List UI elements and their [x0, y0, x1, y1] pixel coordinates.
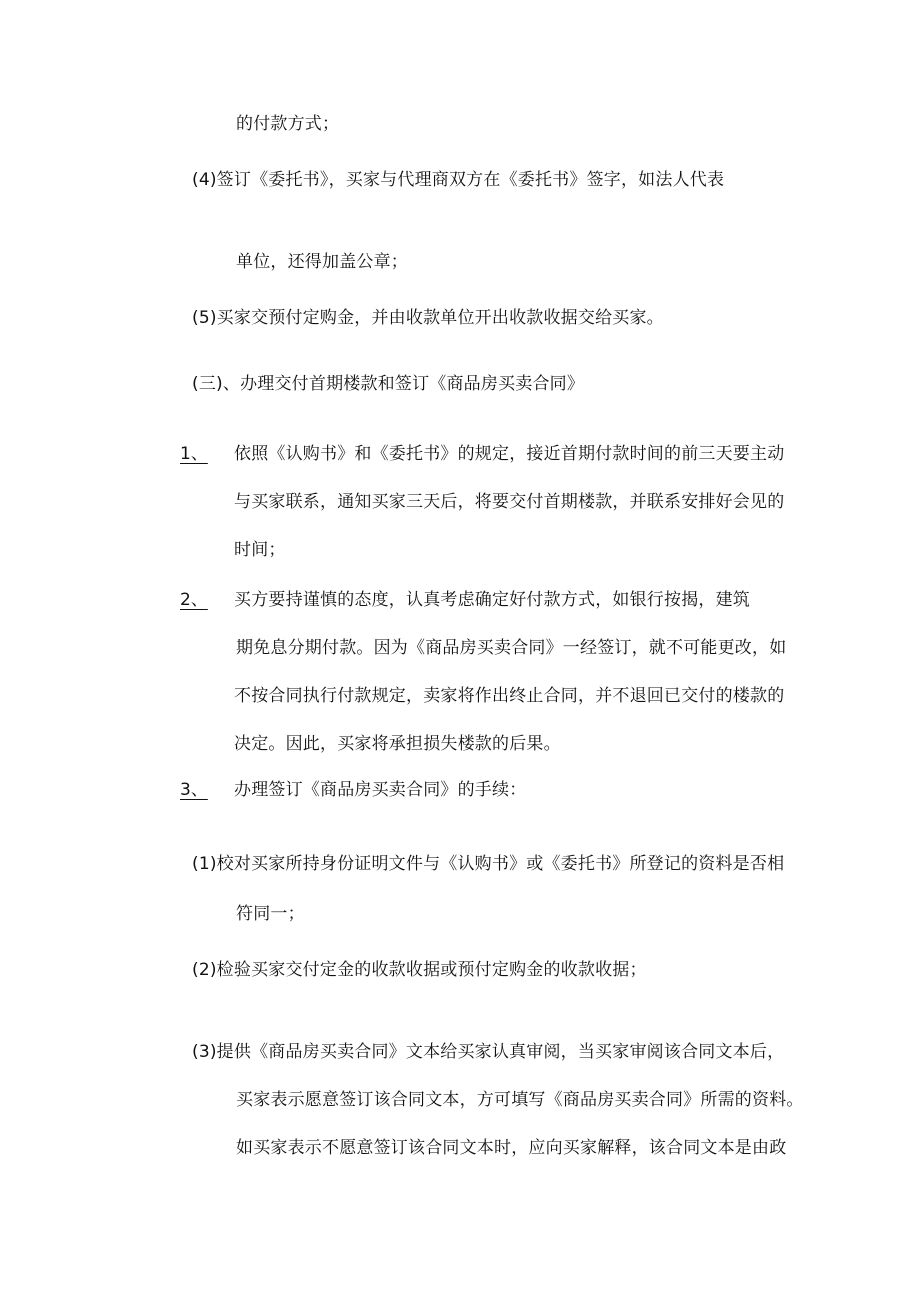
text-line: 买方要持谨慎的态度，认真考虑确定好付款方式，如银行按揭，建筑 — [234, 590, 750, 610]
item-number-3: 3、 — [180, 780, 208, 800]
list-item-2: (2)检验买家交付定金的收款收据或预付定购金的收款收据； — [192, 960, 647, 980]
text-line: 的付款方式； — [236, 114, 340, 134]
text-line: 如买家表示不愿意签订该合同文本时，应向买家解释，该合同文本是由政 — [236, 1138, 787, 1158]
list-item-3: (3)提供《商品房买卖合同》文本给买家认真审阅，当买家审阅该合同文本后， — [192, 1042, 785, 1062]
list-item-5: (5)买家交预付定购金，并由收款单位开出收款收据交给买家。 — [192, 308, 664, 328]
text-line: 依照《认购书》和《委托书》的规定，接近首期付款时间的前三天要主动 — [234, 444, 785, 464]
text-line: 不按合同执行付款规定，卖家将作出终止合同，并不退回已交付的楼款的 — [234, 686, 785, 706]
text-line: 单位，还得加盖公章； — [236, 252, 408, 272]
item-number-2: 2、 — [180, 590, 208, 610]
item-number-1: 1、 — [180, 444, 208, 464]
text-line: 买家表示愿意签订该合同文本，方可填写《商品房买卖合同》所需的资料。 — [236, 1090, 804, 1110]
text-line: 决定。因此，买家将承担损失楼款的后果。 — [234, 734, 561, 754]
text-line: 时间； — [234, 540, 286, 560]
text-line: 期免息分期付款。因为《商品房买卖合同》一经签订，就不可能更改，如 — [236, 638, 787, 658]
list-item-4: (4)签订《委托书》，买家与代理商双方在《委托书》签字，如法人代表 — [192, 170, 725, 190]
list-item-1: (1)校对买家所持身份证明文件与《认购书》或《委托书》所登记的资料是否相 — [192, 854, 785, 874]
section-heading: (三)、办理交付首期楼款和签订《商品房买卖合同》 — [192, 374, 585, 394]
text-line: 办理签订《商品房买卖合同》的手续： — [234, 780, 527, 800]
text-line: 符同一； — [236, 904, 305, 924]
text-line: 与买家联系，通知买家三天后，将要交付首期楼款，并联系安排好会见的 — [234, 492, 785, 512]
